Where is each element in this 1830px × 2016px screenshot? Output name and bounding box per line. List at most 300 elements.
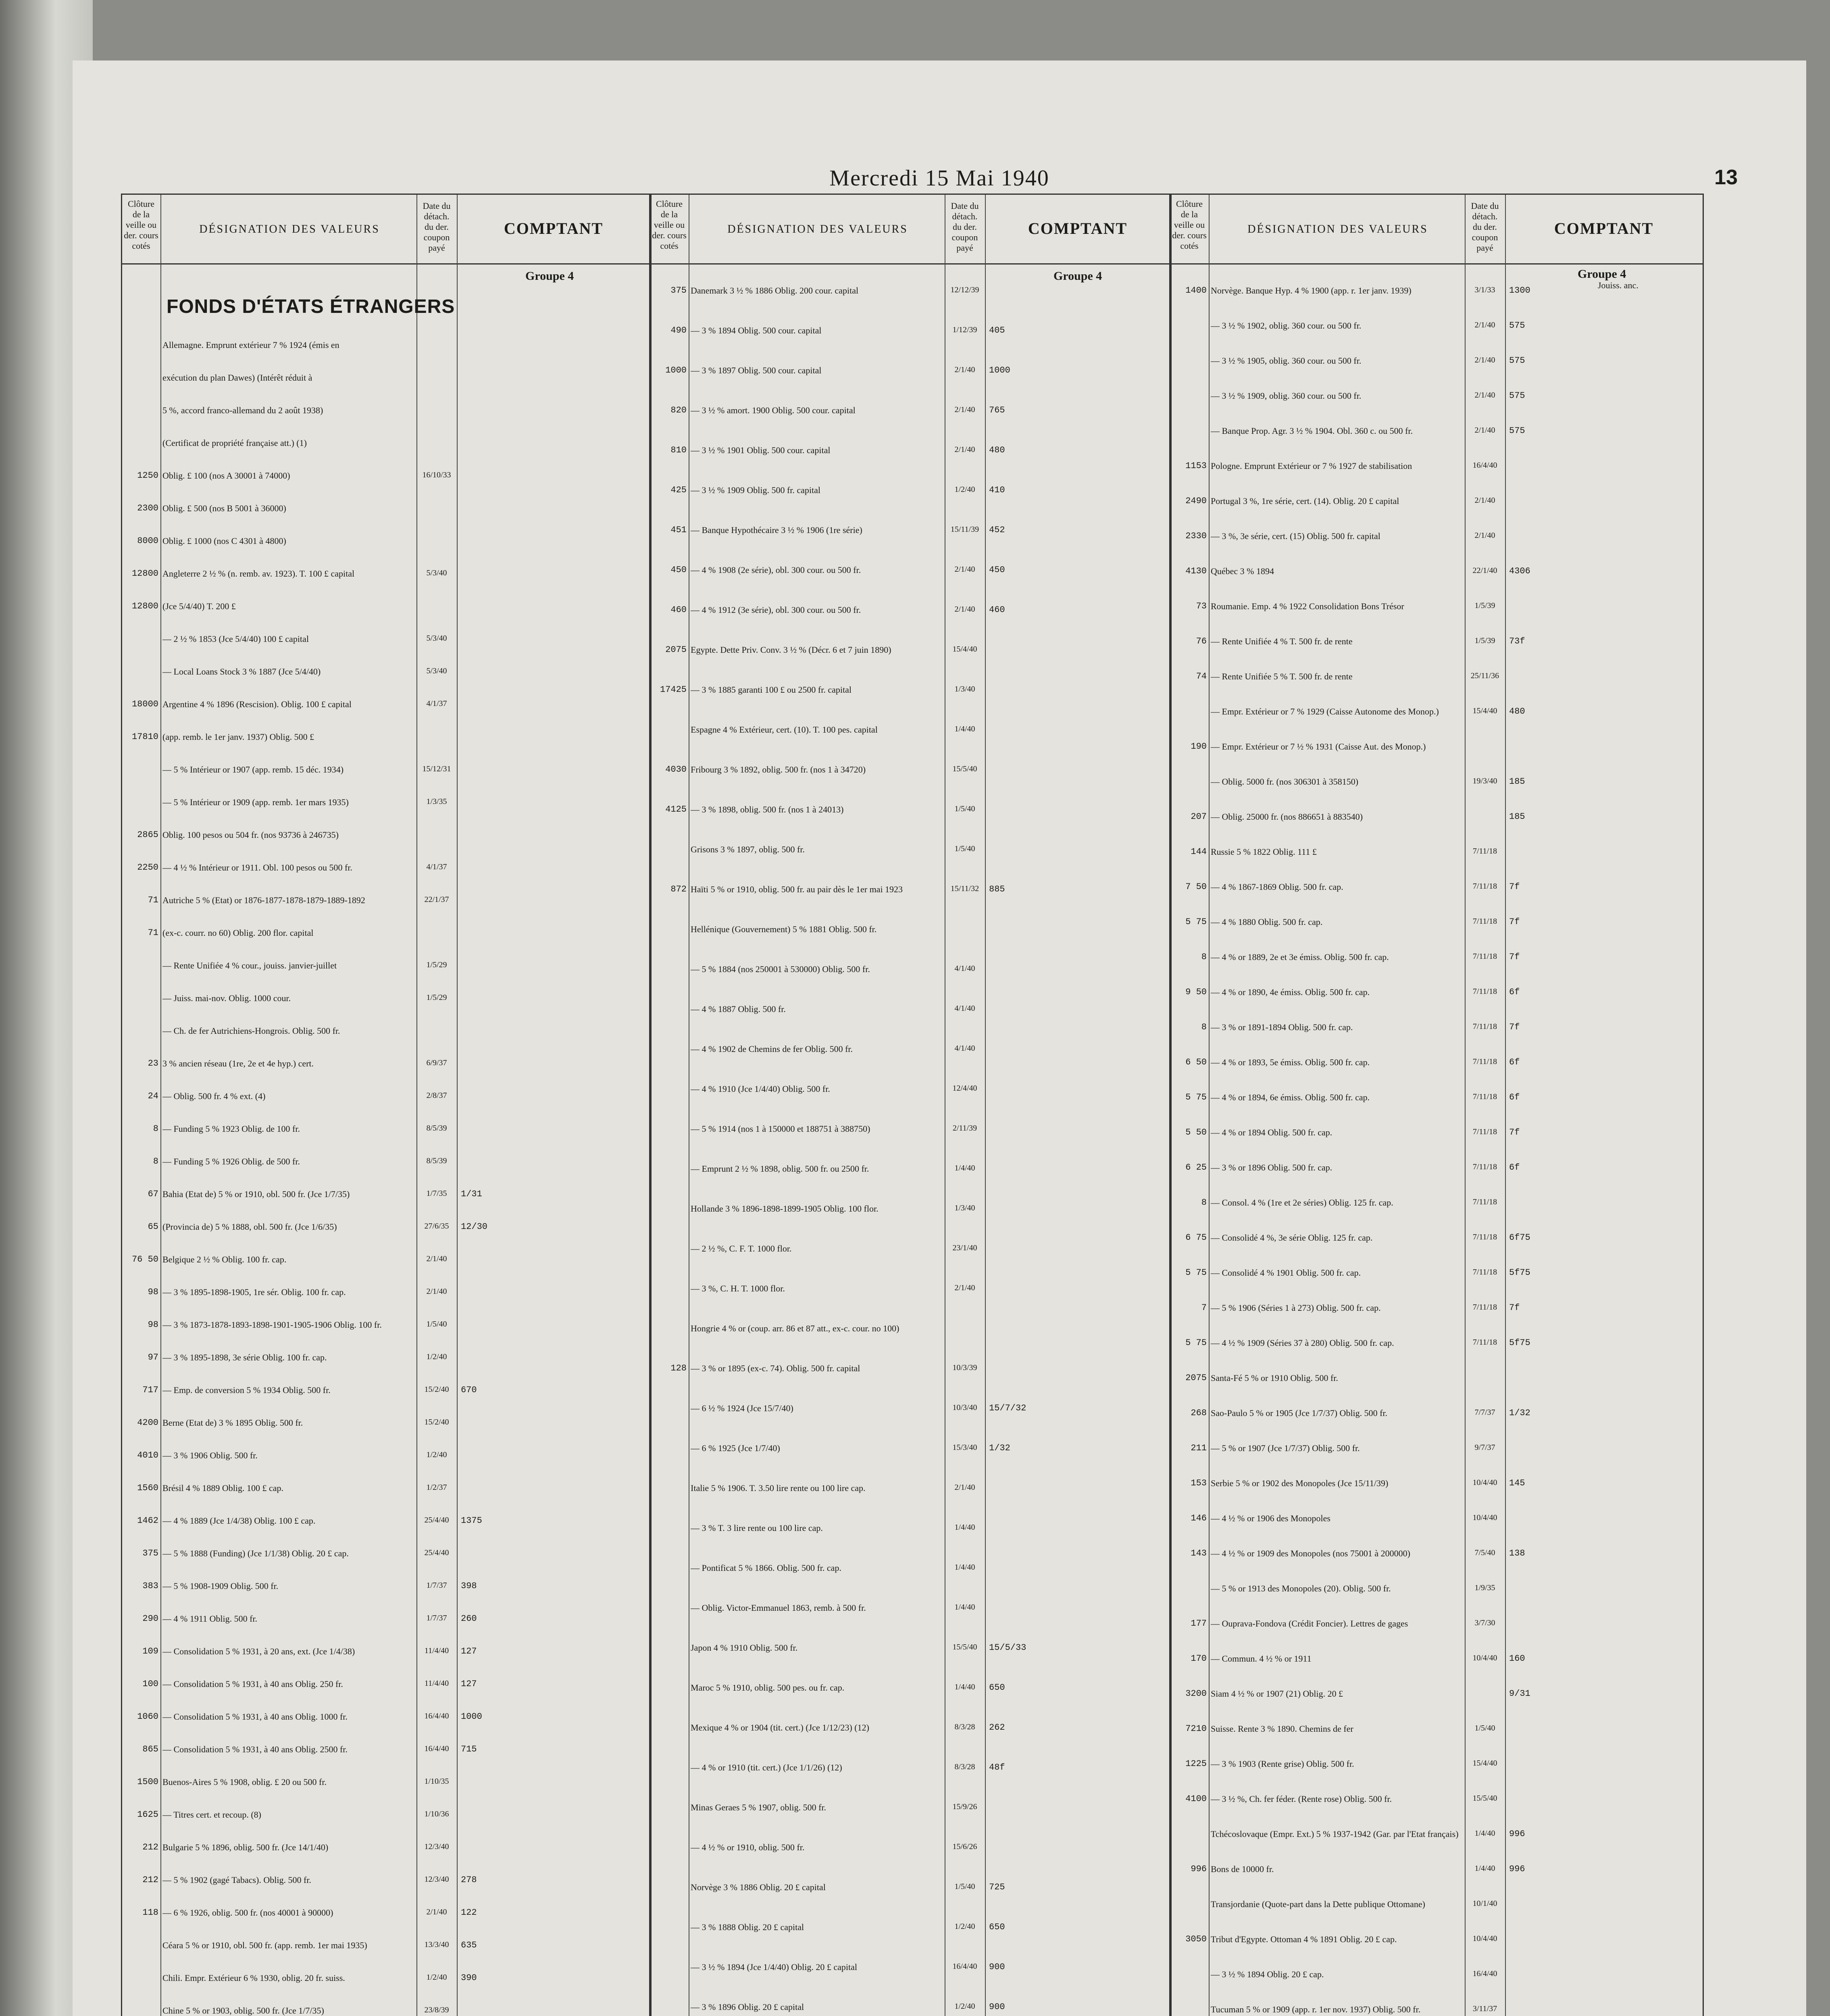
cell-c: 1/3/40	[954, 685, 975, 694]
cell-a: 97	[148, 1352, 158, 1362]
cell-b: — Funding 5 % 1926 Oblig. de 500 fr.	[162, 1156, 300, 1166]
cell-c: 2/1/40	[1474, 531, 1495, 540]
cell-a: 2250	[137, 862, 158, 873]
table-row	[1170, 1513, 1703, 1527]
cell-a: 1060	[137, 1712, 158, 1722]
cell-c: 22/1/37	[424, 895, 449, 904]
cell-c: 1/5/29	[426, 960, 447, 969]
table-row	[1170, 1057, 1703, 1071]
cell-d: 6f75	[1509, 1233, 1530, 1243]
cell-d: 410	[989, 485, 1005, 495]
cell-a: 2490	[1185, 496, 1207, 506]
cell-c: 2/1/40	[954, 405, 975, 414]
table-row	[1170, 741, 1703, 755]
cell-a: 872	[670, 884, 687, 894]
cell-d: 12/30	[461, 1222, 488, 1232]
cell-c: 7/7/37	[1474, 1408, 1495, 1417]
cell-c: 2/1/40	[954, 445, 975, 454]
cell-c: 22/1/40	[1472, 566, 1497, 575]
cell-b: — Oblig. 500 fr. 4 % ext. (4)	[162, 1091, 266, 1101]
cell-b: — 3 ½ % 1894 Oblig. 20 £ cap.	[1211, 1969, 1324, 1979]
cell-a: 118	[142, 1908, 158, 1918]
table-row	[650, 725, 1170, 738]
cell-b: 3 % ancien réseau (1re, 2e et 4e hyp.) cert.	[162, 1058, 314, 1068]
cell-b: Buenos-Aires 5 % 1908, oblig. £ 20 ou 500 fr.	[162, 1777, 327, 1787]
cell-c: 7/11/18	[1472, 1092, 1497, 1101]
cell-c: 7/11/18	[1472, 1127, 1497, 1136]
cell-a: 24	[148, 1091, 158, 1101]
cell-a: 211	[1191, 1443, 1207, 1453]
cloture-header: Clôture de la veille ou der. cours cotés	[124, 199, 158, 251]
cell-b: — Ch. de fer Autrichiens-Hongrois. Oblig. 500 fr.	[162, 1026, 340, 1036]
cell-b: Oblig. £ 500 (nos B 5001 à 36000)	[162, 503, 286, 513]
table-row	[122, 569, 650, 582]
comptant-header: COMPTANT	[1554, 219, 1654, 237]
table-row	[650, 1403, 1170, 1417]
cell-a: 810	[670, 445, 687, 455]
cell-c: 25/11/36	[1470, 671, 1499, 680]
cell-b: — Emprunt 2 ½ % 1898, oblig. 500 fr. ou 2500 fr.	[691, 1164, 869, 1174]
cell-a: 5 75	[1185, 1268, 1207, 1278]
table-row	[122, 1450, 650, 1464]
table-row	[1170, 706, 1703, 720]
cell-a: 9 50	[1185, 987, 1207, 997]
cell-a: 143	[1191, 1548, 1207, 1558]
cell-b: — 6 ½ % 1924 (Jce 15/7/40)	[691, 1403, 793, 1413]
cell-b: — 3 % 1898, oblig. 500 fr. (nos 1 à 24013)	[691, 804, 844, 814]
cell-b: — 5 % Intérieur or 1909 (app. remb. 1er mars 1935)	[162, 797, 349, 807]
cell-a: 5 50	[1185, 1127, 1207, 1137]
cell-d: 260	[461, 1614, 477, 1624]
table-row	[1170, 1618, 1703, 1632]
cell-d: 1000	[461, 1712, 482, 1722]
cell-c: 2/1/40	[1474, 496, 1495, 505]
table-row	[1170, 1268, 1703, 1281]
cell-b: — Commun. 4 ½ % or 1911	[1211, 1654, 1312, 1664]
table-row	[1170, 1969, 1703, 1983]
table-row	[650, 1643, 1170, 1656]
table-row	[122, 1222, 650, 1235]
cell-c: 7/5/40	[1474, 1548, 1495, 1557]
cell-c: 1/7/37	[426, 1581, 447, 1590]
table-row	[122, 1908, 650, 1921]
table-row	[650, 1164, 1170, 1177]
cell-d: 127	[461, 1679, 477, 1689]
cell-a: 717	[142, 1385, 158, 1395]
table-row	[650, 1004, 1170, 1018]
page-header	[73, 165, 1806, 198]
cell-b: — 3 ½ % 1901 Oblig. 500 cour. capital	[691, 445, 831, 455]
cell-b: — 5 % 1902 (gagé Tabacs). Oblig. 500 fr.	[162, 1875, 311, 1885]
cell-b: Suisse. Rente 3 % 1890. Chemins de fer	[1211, 1724, 1353, 1734]
table-row	[650, 924, 1170, 938]
cell-b: — 4 % or 1890, 4e émiss. Oblig. 500 fr. cap.	[1211, 987, 1370, 997]
table-row	[650, 1842, 1170, 1856]
cell-b: — 4 % or 1893, 5e émiss. Oblig. 500 fr. cap.	[1211, 1057, 1370, 1067]
table-row	[1170, 1654, 1703, 1667]
cell-c: 1/5/29	[426, 993, 447, 1002]
table-row	[1170, 636, 1703, 650]
cell-d: 765	[989, 405, 1005, 415]
cell-d: 7f	[1509, 1022, 1520, 1032]
table-row	[122, 405, 650, 419]
table-row	[1170, 531, 1703, 545]
table-row	[1170, 1548, 1703, 1562]
cell-c: 10/4/40	[1472, 1654, 1497, 1662]
cell-c: 3/1/33	[1474, 285, 1495, 294]
cell-b: — 3 % T. 3 lire rente ou 100 lire cap.	[691, 1523, 823, 1533]
cell-b: — 3 ½ % amort. 1900 Oblig. 500 cour. capital	[691, 405, 856, 415]
cell-b: — Oblig. 5000 fr. (nos 306301 à 358150)	[1211, 777, 1359, 787]
table-row	[122, 960, 650, 974]
table-row	[122, 1516, 650, 1529]
cell-b: — Titres cert. et recoup. (8)	[162, 1810, 261, 1820]
table-row	[650, 964, 1170, 978]
cell-d: 7f	[1509, 952, 1520, 962]
table-row	[650, 1044, 1170, 1058]
cell-c: 15/4/40	[1472, 706, 1497, 715]
cell-c: 2/1/40	[954, 565, 975, 574]
cell-a: 3200	[1185, 1689, 1207, 1699]
cell-c: 7/11/18	[1472, 1338, 1497, 1347]
cell-b: — Rente Unifiée 4 % T. 500 fr. de rente	[1211, 636, 1353, 646]
cell-c: 15/12/31	[422, 764, 451, 773]
cell-b: Bons de 10000 fr.	[1211, 1864, 1274, 1874]
cell-d: 390	[461, 1973, 477, 1983]
cell-b: (ex-c. courr. no 60) Oblig. 200 flor. capital	[162, 928, 314, 938]
table-row	[122, 764, 650, 778]
cell-b: — Banque Hypothécaire 3 ½ % 1906 (1re série)	[691, 525, 862, 535]
cell-a: 190	[1191, 741, 1207, 752]
cell-c: 8/5/39	[426, 1156, 447, 1165]
table-row	[1170, 1794, 1703, 1808]
cell-c: 7/11/18	[1472, 882, 1497, 891]
cell-b: Québec 3 % 1894	[1211, 566, 1274, 576]
cell-c: 11/4/40	[424, 1646, 449, 1655]
cell-a: 490	[670, 325, 687, 335]
table-row	[122, 1581, 650, 1595]
cell-c: 15/11/32	[950, 884, 979, 893]
cell-c: 4/1/40	[954, 1004, 975, 1013]
table-row	[1170, 1092, 1703, 1106]
cell-a: 6 25	[1185, 1162, 1207, 1173]
cell-c: 23/1/40	[952, 1243, 977, 1252]
cell-c: 2/1/40	[954, 365, 975, 374]
cell-b: Egypte. Dette Priv. Conv. 3 ½ % (Décr. 6 et 7 juin 1890)	[691, 645, 891, 655]
table-row	[122, 1875, 650, 1889]
table-row	[122, 1973, 650, 1987]
table-row	[1170, 1022, 1703, 1036]
cell-d: 715	[461, 1744, 477, 1754]
cell-b: — 3 ½ % 1894 (Jce 1/4/40) Oblig. 20 £ capital	[691, 1962, 858, 1972]
cell-c: 1/5/40	[954, 1882, 975, 1891]
table-row	[650, 1762, 1170, 1776]
cell-c: 2/1/40	[426, 1287, 447, 1296]
cell-b: — 2 ½ %, C. F. T. 1000 flor.	[691, 1243, 792, 1254]
cell-b: Siam 4 ½ % or 1907 (21) Oblig. 20 £	[1211, 1689, 1343, 1699]
cell-a: 76 50	[131, 1254, 158, 1264]
table-row	[650, 884, 1170, 898]
cell-b: — 5 % 1914 (nos 1 à 150000 et 188751 à 388750)	[691, 1124, 870, 1134]
table-row	[122, 1352, 650, 1366]
cell-c: 7/11/18	[1472, 1233, 1497, 1241]
table-row	[122, 1646, 650, 1660]
table-row	[1170, 1233, 1703, 1246]
cell-b: — 5 % or 1913 des Monopoles (20). Oblig. 500 fr.	[1211, 1583, 1391, 1593]
table-row	[1170, 1864, 1703, 1878]
cell-b: exécution du plan Dawes) (Intérêt réduit à	[162, 373, 312, 383]
cell-a: 212	[142, 1842, 158, 1852]
cell-d: 480	[989, 445, 1005, 455]
cell-b: Bulgarie 5 % 1896, oblig. 500 fr. (Jce 14/1/40)	[162, 1842, 329, 1852]
table-row	[1170, 1689, 1703, 1702]
cell-c: 10/4/40	[1472, 1934, 1497, 1943]
page-number: 13	[1714, 166, 1738, 189]
cell-c: 1/2/40	[954, 2002, 975, 2011]
table-row	[650, 1323, 1170, 1337]
cell-d: 575	[1509, 321, 1525, 331]
cell-b: — 4 % 1902 de Chemins de fer Oblig. 500 fr.	[691, 1044, 853, 1054]
cell-b: — 3 % 1903 (Rente grise) Oblig. 500 fr.	[1211, 1759, 1354, 1769]
cell-d: 160	[1509, 1654, 1525, 1664]
cell-b: Minas Geraes 5 % 1907, oblig. 500 fr.	[691, 1802, 827, 1812]
cell-d: 73f	[1509, 636, 1525, 646]
cell-d: 996	[1509, 1864, 1525, 1874]
cell-d: 7f	[1509, 1127, 1520, 1137]
table-row	[650, 1683, 1170, 1696]
cell-b: Santa-Fé 5 % or 1910 Oblig. 500 fr.	[1211, 1373, 1338, 1383]
cell-c: 5/3/40	[426, 569, 447, 577]
cell-b: — 3 % 1906 Oblig. 500 fr.	[162, 1450, 258, 1460]
cell-b: — 5 % 1906 (Séries 1 à 273) Oblig. 500 fr. cap.	[1211, 1303, 1381, 1313]
cell-c: 1/3/35	[426, 797, 447, 806]
table-row	[122, 1712, 650, 1725]
table-row	[122, 1744, 650, 1758]
cell-b: — Local Loans Stock 3 % 1887 (Jce 5/4/40)	[162, 666, 321, 677]
cell-b: Céara 5 % or 1910, obl. 500 fr. (app. remb. 1er mai 1935)	[162, 1940, 367, 1950]
cell-d: 1375	[461, 1516, 482, 1526]
cell-b: Mexique 4 % or 1904 (tit. cert.) (Jce 1/12/23) (12)	[691, 1722, 869, 1733]
cell-c: 1/5/39	[1474, 601, 1495, 610]
cell-d: 262	[989, 1722, 1005, 1733]
cell-b: — 3 ½ % 1909, oblig. 360 cour. ou 500 fr.	[1211, 391, 1362, 401]
table-row	[1170, 1303, 1703, 1316]
table-row	[650, 485, 1170, 499]
table-row	[1170, 1408, 1703, 1422]
cell-c: 1/4/40	[954, 1523, 975, 1532]
cell-a: 144	[1191, 847, 1207, 857]
table-row	[650, 764, 1170, 778]
cell-b: — 3 % 1888 Oblig. 20 £ capital	[691, 1922, 804, 1932]
cell-a: 865	[142, 1744, 158, 1754]
table-row	[122, 2006, 650, 2016]
comptant-header: COMPTANT	[1028, 219, 1128, 237]
cell-c: 10/4/40	[1472, 1478, 1497, 1487]
cell-c: 16/10/33	[422, 471, 451, 479]
cell-a: 450	[670, 565, 687, 575]
cell-b: — 4 ½ % or 1906 des Monopoles	[1211, 1513, 1330, 1523]
cell-b: Grisons 3 % 1897, oblig. 500 fr.	[691, 844, 805, 854]
cell-c: 1/10/35	[424, 1777, 449, 1786]
cell-b: — 4 % or 1894, 6e émiss. Oblig. 500 fr. cap.	[1211, 1092, 1370, 1102]
cell-b: — Juiss. mai-nov. Oblig. 1000 cour.	[162, 993, 291, 1003]
cell-c: 1/10/36	[424, 1810, 449, 1818]
table-row	[122, 993, 650, 1007]
cell-d: 7f	[1509, 1303, 1520, 1313]
cell-b: — 3 % 1873-1878-1893-1898-1901-1905-1906 Oblig. 100 fr.	[162, 1320, 382, 1330]
table-row	[122, 1320, 650, 1333]
cell-a: 1000	[665, 365, 687, 375]
cell-b: — 4 % 1910 (Jce 1/4/40) Oblig. 500 fr.	[691, 1084, 830, 1094]
table-row	[1170, 426, 1703, 439]
designation-header: DÉSIGNATION DES VALEURS	[727, 223, 908, 235]
table-row	[1170, 777, 1703, 790]
cell-c: 16/4/40	[1472, 461, 1497, 470]
table-row	[650, 1124, 1170, 1137]
cell-b: (Certificat de propriété française att.) (1)	[162, 438, 307, 448]
cell-d: 6f	[1509, 1057, 1520, 1067]
cell-a: 7210	[1185, 1724, 1207, 1734]
cell-a: 7 50	[1185, 882, 1207, 892]
table-row	[122, 1679, 650, 1693]
table-row	[1170, 1829, 1703, 1843]
date-header: Date du détach. du der. coupon payé	[951, 201, 979, 253]
cell-d: 650	[989, 1922, 1005, 1932]
cell-b: — 6 % 1925 (Jce 1/7/40)	[691, 1443, 780, 1453]
cell-a: 8	[153, 1124, 158, 1134]
cell-b: Haïti 5 % or 1910, oblig. 500 fr. au pair dès le 1er mai 1923	[691, 884, 903, 894]
cell-c: 16/4/40	[424, 1744, 449, 1753]
table-row	[1170, 461, 1703, 475]
table-row	[1170, 2004, 1703, 2016]
cell-b: — 5 % Intérieur or 1907 (app. remb. 15 déc. 1934)	[162, 764, 344, 775]
cell-b: — 2 ½ % 1853 (Jce 5/4/40) 100 £ capital	[162, 634, 309, 644]
cell-b: — 3 % or 1895 (ex-c. 74). Oblig. 500 fr. capital	[691, 1363, 860, 1373]
cell-c: 1/2/40	[426, 1352, 447, 1361]
table-row	[122, 340, 650, 354]
cell-b: Oblig. £ 1000 (nos C 4301 à 4800)	[162, 536, 286, 546]
cell-a: 8	[1201, 1022, 1207, 1032]
cell-c: 7/11/18	[1472, 1268, 1497, 1277]
cell-b: Belgique 2 ½ % Oblig. 100 fr. cap.	[162, 1254, 287, 1264]
cell-c: 10/3/39	[952, 1363, 977, 1372]
cell-a: 820	[670, 405, 687, 415]
cell-c: 3/7/30	[1474, 1618, 1495, 1627]
cell-c: 2/1/40	[426, 1254, 447, 1263]
cell-b: — Oblig. Victor-Emmanuel 1863, remb. à 500 fr.	[691, 1603, 866, 1613]
cell-b: Allemagne. Emprunt extérieur 7 % 1924 (émis en	[162, 340, 339, 350]
table-row	[650, 1722, 1170, 1736]
table-row	[1170, 1759, 1703, 1772]
cell-b: Tribut d'Egypte. Ottoman 4 % 1891 Oblig. 20 £ cap.	[1211, 1934, 1397, 1944]
cell-a: 5 75	[1185, 1092, 1207, 1102]
cell-b: — Consolidé 4 %, 3e série Oblig. 125 fr. cap.	[1211, 1233, 1373, 1243]
cell-c: 2/11/39	[952, 1124, 977, 1133]
cell-a: 5 75	[1185, 1338, 1207, 1348]
table-row	[1170, 847, 1703, 860]
table-row	[650, 365, 1170, 379]
cell-c: 12/12/39	[950, 285, 979, 294]
cell-b: — 4 % 1867-1869 Oblig. 500 fr. cap.	[1211, 882, 1343, 892]
cell-b: — 3 % 1895-1898, 3e série Oblig. 100 fr. cap.	[162, 1352, 327, 1362]
table-row	[122, 1091, 650, 1105]
cell-b: — Consolidation 5 % 1931, à 40 ans Oblig. 250 fr.	[162, 1679, 343, 1689]
cell-c: 1/5/39	[1474, 636, 1495, 645]
cell-b: Angleterre 2 ½ % (n. remb. av. 1923). T. 100 £ capital	[162, 569, 355, 579]
cell-c: 1/5/40	[954, 804, 975, 813]
cell-a: 146	[1191, 1513, 1207, 1523]
cell-a: 23	[148, 1058, 158, 1068]
table-row	[1170, 1127, 1703, 1141]
table-row	[1170, 812, 1703, 825]
cell-c: 15/11/39	[950, 525, 979, 534]
table-row	[650, 1483, 1170, 1497]
table-row	[122, 1483, 650, 1497]
cell-b: — Consolidation 5 % 1931, à 40 ans Oblig. 2500 fr.	[162, 1744, 348, 1754]
cell-b: — Funding 5 % 1923 Oblig. de 100 fr.	[162, 1124, 300, 1134]
cell-c: 6/9/37	[426, 1058, 447, 1067]
date-header: Date du détach. du der. coupon payé	[1471, 201, 1499, 253]
cell-c: 1/12/39	[952, 325, 977, 334]
table-row	[122, 1810, 650, 1823]
cell-b: — Emp. de conversion 5 % 1934 Oblig. 500 fr.	[162, 1385, 331, 1395]
cell-c: 7/11/18	[1472, 1162, 1497, 1171]
cell-b: — Empr. Extérieur or 7 ½ % 1931 (Caisse Aut. des Monop.)	[1211, 741, 1426, 752]
cell-d: 185	[1509, 812, 1525, 822]
cell-b: — 5 % or 1907 (Jce 1/7/37) Oblig. 500 fr.	[1211, 1443, 1360, 1453]
table-row	[1170, 1338, 1703, 1352]
cell-c: 4/1/40	[954, 1044, 975, 1053]
cell-b: — 4 % or 1910 (tit. cert.) (Jce 1/1/26) (12)	[691, 1762, 842, 1772]
cell-a: 2075	[1185, 1373, 1207, 1383]
cell-c: 1/4/40	[954, 1164, 975, 1173]
table-row	[1170, 987, 1703, 1001]
cell-a: 109	[142, 1646, 158, 1656]
page-date: Mercredi 15 Mai 1940	[829, 166, 1049, 191]
cell-b: Portugal 3 %, 1re série, cert. (14). Oblig. 20 £ capital	[1211, 496, 1399, 506]
cell-a: 8000	[137, 536, 158, 546]
cell-a: 6 75	[1185, 1233, 1207, 1243]
cell-d: 670	[461, 1385, 477, 1395]
cell-a: 4130	[1185, 566, 1207, 576]
cell-a: 4200	[137, 1418, 158, 1428]
cell-b: (Provincia de) 5 % 1888, obl. 500 fr. (Jce 1/6/35)	[162, 1222, 337, 1232]
cell-b: Fribourg 3 % 1892, oblig. 500 fr. (nos 1 à 34720)	[691, 764, 866, 775]
cell-a: 6 50	[1185, 1057, 1207, 1067]
cell-b: — Rente Unifiée 5 % T. 500 fr. de rente	[1211, 671, 1353, 681]
cell-c: 27/6/35	[424, 1222, 449, 1231]
cell-c: 1/4/40	[954, 1603, 975, 1612]
table-row	[650, 605, 1170, 619]
cell-a: 67	[148, 1189, 158, 1199]
table-row	[650, 844, 1170, 858]
cell-b: — 3 ½ % 1905, oblig. 360 cour. ou 500 fr.	[1211, 356, 1362, 366]
cell-c: 15/2/40	[424, 1385, 449, 1394]
table-row	[122, 1026, 650, 1039]
table-row	[650, 1283, 1170, 1297]
table-row	[122, 1124, 650, 1137]
table-row	[1170, 1583, 1703, 1597]
cell-a: 207	[1191, 812, 1207, 822]
cell-d: 398	[461, 1581, 477, 1591]
cell-d: 885	[989, 884, 1005, 894]
table-row	[122, 1614, 650, 1627]
cell-b: Pologne. Emprunt Extérieur or 7 % 1927 de stabilisation	[1211, 461, 1412, 471]
cell-b: — 4 ½ % Intérieur or 1911. Obl. 100 pesos ou 500 fr.	[162, 862, 352, 873]
table-row	[650, 1922, 1170, 1936]
cell-b: — 3 %, C. H. T. 1000 flor.	[691, 1283, 785, 1293]
table-row	[1170, 1724, 1703, 1737]
